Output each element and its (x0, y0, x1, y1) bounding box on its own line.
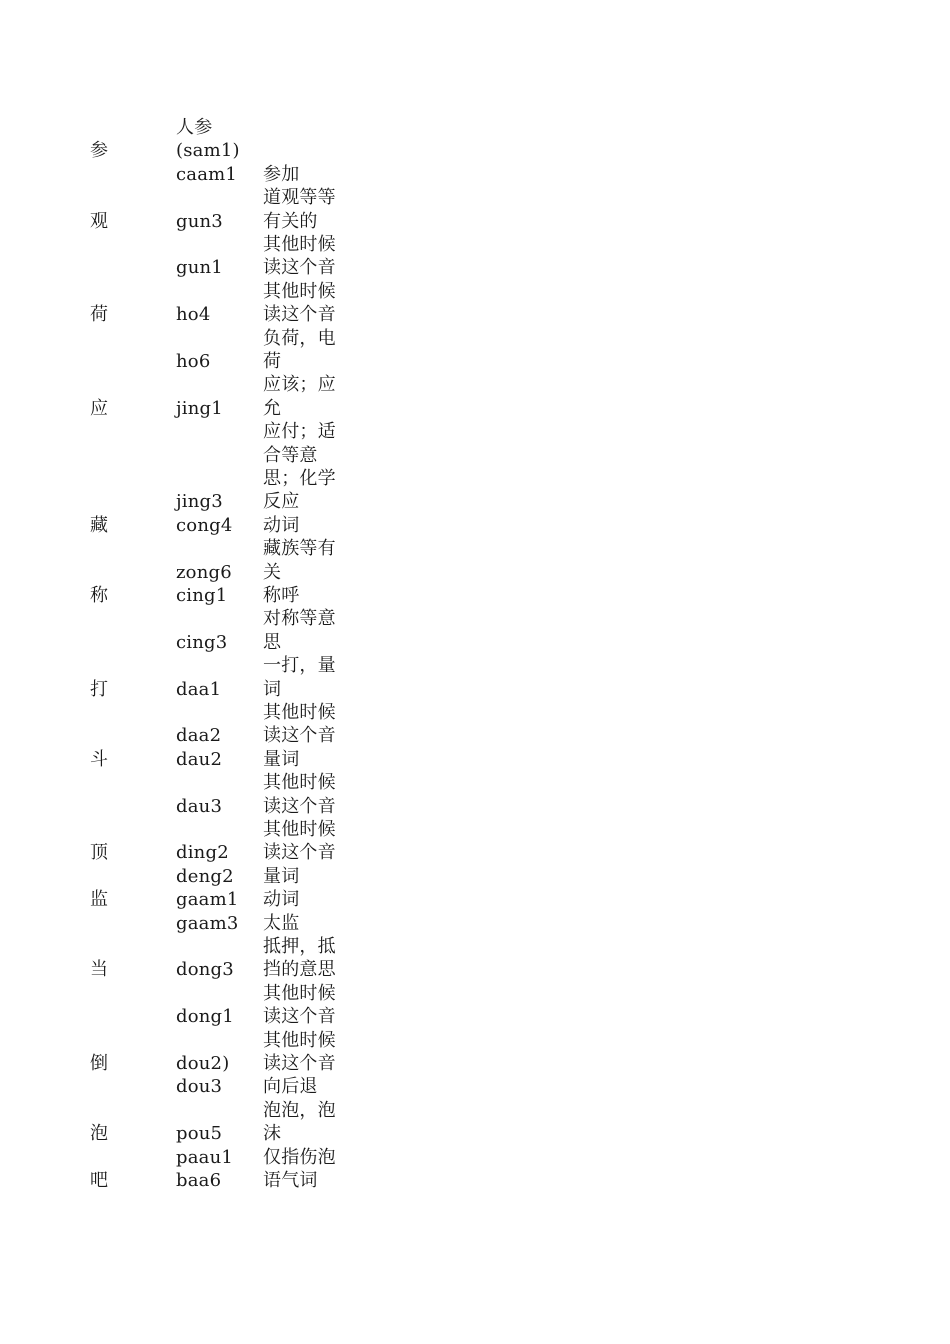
headword-character: 顶 (90, 842, 109, 864)
jyutping-reading: daa2 (176, 725, 222, 747)
reading-note: 思；化学 (263, 468, 336, 489)
reading-note: 动词 (263, 889, 300, 911)
headword-character: 打 (90, 678, 109, 700)
reading-note: 量词 (263, 865, 300, 887)
reading-note: 其他时候 (263, 702, 336, 723)
jyutping-reading: dou3 (176, 1076, 223, 1098)
jyutping-reading: daa1 (176, 678, 222, 700)
reading-note: 动词 (263, 514, 300, 536)
reading-note: 量词 (263, 748, 300, 770)
reading-note: 读这个音 (263, 1053, 336, 1074)
reading-note: 太监 (263, 912, 300, 934)
jyutping-reading: ho4 (176, 304, 211, 326)
reading-note: 读这个音 (263, 725, 336, 747)
reading-note: 语气词 (263, 1170, 318, 1191)
reading-note: 读这个音 (263, 1006, 336, 1028)
headword-character: 倒 (90, 1053, 109, 1074)
reading-note: 负荷，电 (263, 327, 336, 349)
headword-character: 吧 (90, 1170, 109, 1191)
jyutping-reading: (sam1) (176, 140, 240, 162)
reading-note: 一打，量 (263, 655, 336, 677)
jyutping-reading: 人参 (176, 117, 213, 138)
jyutping-reading: cing1 (176, 585, 228, 606)
reading-note: 向后退 (263, 1076, 318, 1098)
jyutping-reading: dong3 (176, 959, 234, 981)
headword-character: 观 (90, 210, 109, 232)
headword-character: 监 (90, 889, 109, 911)
jyutping-reading: baa6 (176, 1170, 222, 1191)
jyutping-reading: cing3 (176, 631, 228, 653)
reading-note: 其他时候 (263, 234, 336, 255)
reading-note: 关 (263, 561, 282, 583)
reading-note: 读这个音 (263, 304, 336, 326)
jyutping-reading: gaam1 (176, 889, 239, 911)
jyutping-reading: caam1 (176, 163, 238, 185)
jyutping-reading: dau2 (176, 748, 223, 770)
reading-note: 其他时候 (263, 280, 336, 302)
headword-character: 参 (90, 140, 109, 162)
reading-note: 允 (263, 397, 282, 419)
jyutping-reading: jing3 (176, 491, 223, 513)
reading-note: 抵押，抵 (263, 936, 336, 957)
jyutping-reading: jing1 (176, 397, 223, 419)
reading-note: 读这个音 (263, 842, 336, 864)
reading-note: 读这个音 (263, 257, 336, 279)
reading-note: 思 (263, 631, 282, 653)
reading-note: 应付；适 (263, 421, 336, 443)
reading-note: 有关的 (263, 210, 318, 232)
jyutping-reading: zong6 (176, 561, 232, 583)
reading-note: 仅指伤泡 (263, 1146, 336, 1168)
headword-character: 斗 (90, 748, 109, 770)
jyutping-reading: cong4 (176, 514, 233, 536)
jyutping-reading: ding2 (176, 842, 229, 864)
reading-note: 反应 (263, 491, 300, 513)
headword-character: 当 (90, 959, 109, 981)
reading-note: 其他时候 (263, 772, 336, 794)
jyutping-reading: ho6 (176, 351, 211, 372)
reading-note: 其他时候 (263, 819, 336, 840)
jyutping-reading: gun1 (176, 257, 223, 279)
reading-note: 荷 (263, 351, 282, 372)
jyutping-reading: pou5 (176, 1123, 223, 1145)
reading-note: 挡的意思 (263, 959, 336, 981)
reading-note: 对称等意 (263, 608, 336, 630)
reading-note: 沫 (263, 1123, 282, 1145)
headword-character: 藏 (90, 514, 109, 536)
jyutping-reading: dou2) (176, 1053, 230, 1074)
reading-note: 应该；应 (263, 374, 336, 396)
reading-note: 读这个音 (263, 795, 336, 817)
jyutping-reading: gun3 (176, 210, 223, 232)
reading-note: 称呼 (263, 585, 300, 606)
reading-note: 其他时候 (263, 982, 336, 1004)
reading-note: 道观等等 (263, 187, 336, 209)
reading-note: 词 (263, 678, 282, 700)
headword-character: 荷 (90, 304, 109, 326)
jyutping-reading: deng2 (176, 865, 234, 887)
headword-character: 应 (90, 397, 109, 419)
reading-note: 泡泡，泡 (263, 1099, 336, 1121)
jyutping-reading: dong1 (176, 1006, 234, 1028)
reading-note: 参加 (263, 163, 300, 185)
jyutping-reading: dau3 (176, 795, 223, 817)
reading-note: 合等意 (263, 444, 318, 466)
jyutping-reading: gaam3 (176, 912, 239, 934)
reading-note: 其他时候 (263, 1029, 336, 1051)
headword-character: 称 (90, 585, 109, 606)
jyutping-reading: paau1 (176, 1146, 234, 1168)
reading-note: 藏族等有 (263, 538, 336, 560)
headword-character: 泡 (90, 1123, 109, 1145)
